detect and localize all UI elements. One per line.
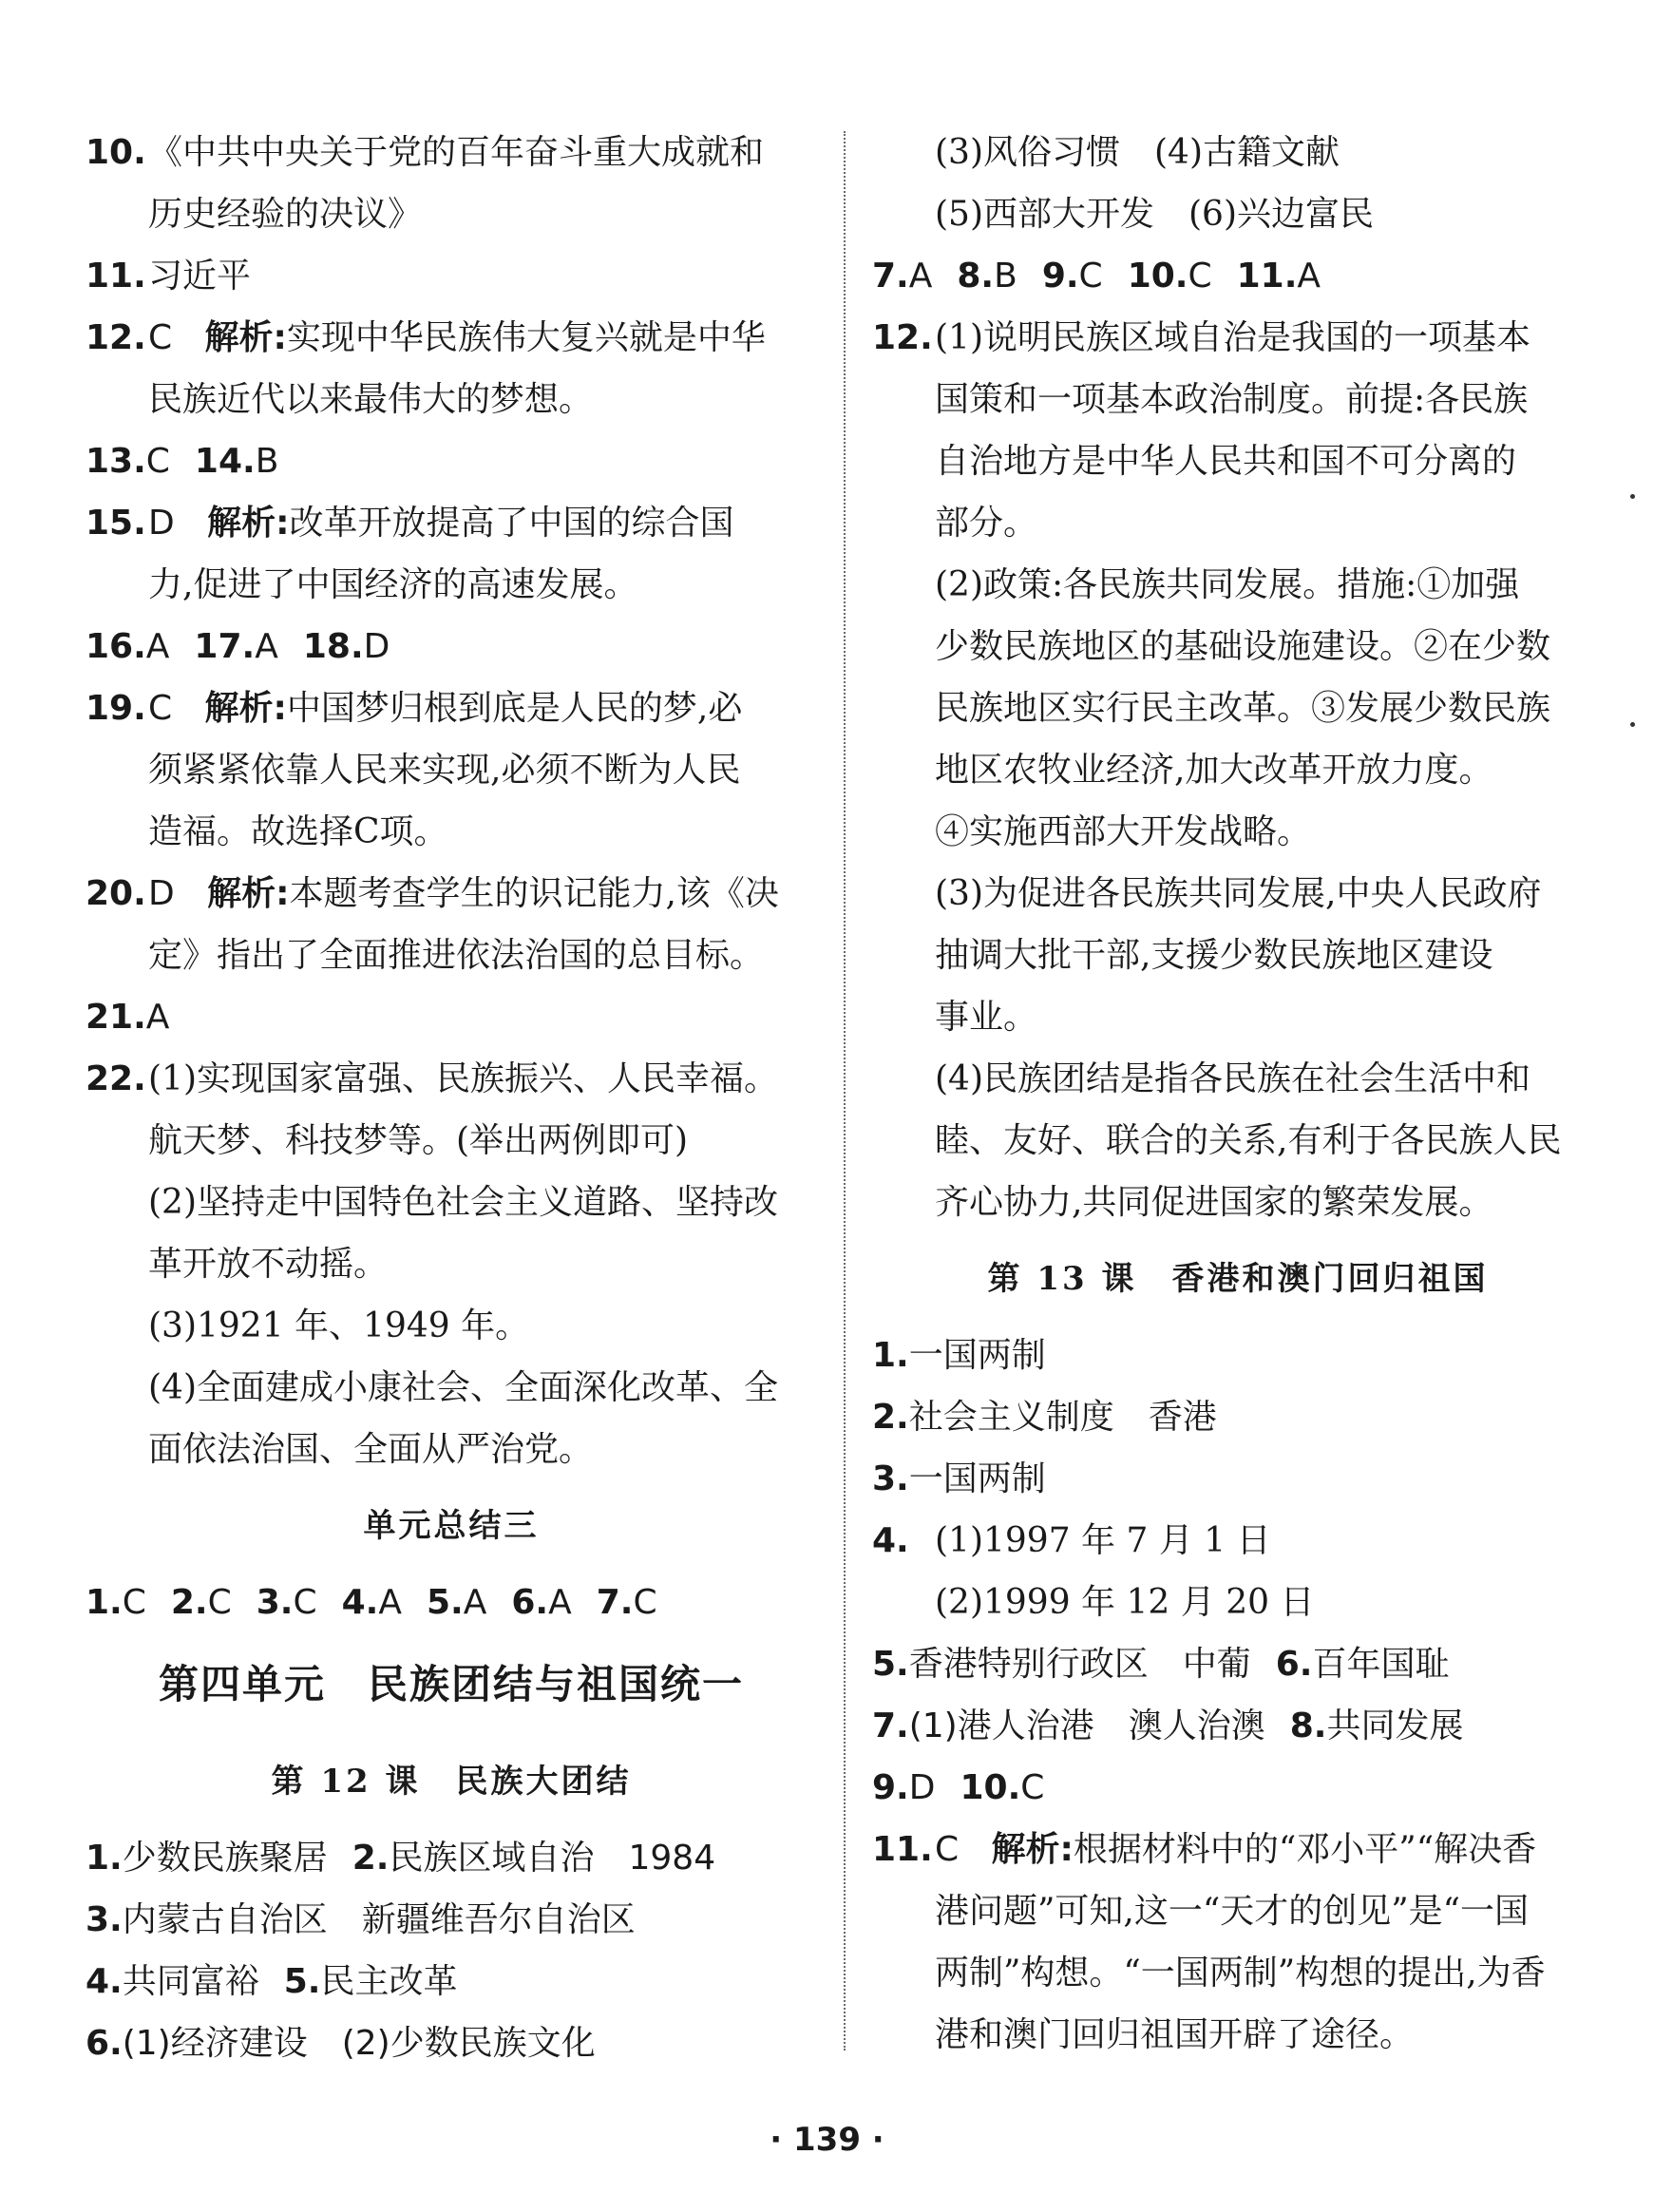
answer-item	[872, 1398, 1217, 1437]
answer-row	[872, 1695, 1604, 1757]
question-number: 13.	[86, 442, 146, 481]
question-number: 18.	[302, 627, 364, 666]
answer-line: 港问题”可知,这一“天才的创见”是“一国	[935, 1892, 1530, 1931]
answer-item	[257, 1583, 317, 1622]
answer-choice: C	[1188, 257, 1212, 296]
answer-item	[352, 1839, 715, 1878]
answer-item	[284, 1962, 458, 2001]
answer-choice: 内蒙古自治区 新疆维吾尔自治区	[122, 1900, 636, 1939]
question-number: 19.	[86, 689, 146, 728]
answer-choice: C	[293, 1583, 317, 1622]
answer-item	[1276, 1645, 1450, 1684]
answer-row	[872, 1757, 1604, 1819]
answer-line: 民族近代以来最伟大的梦想。	[148, 380, 594, 419]
answer-item	[86, 1962, 259, 2001]
answer-choice: A	[378, 1583, 402, 1622]
answer-entry	[872, 1819, 1604, 2066]
answer-choice: A	[908, 257, 933, 296]
answer-item	[957, 257, 1017, 296]
answer-line: (2)政策:各民族共同发展。措施:①加强	[935, 565, 1520, 604]
answer-entry	[86, 245, 817, 307]
answer-line: 齐心协力,共同促进国家的繁荣发展。	[935, 1183, 1493, 1222]
question-number: 6.	[1275, 1645, 1313, 1684]
answer-body	[86, 307, 817, 430]
question-number: 17.	[194, 627, 256, 666]
edge-mark	[1630, 494, 1635, 499]
answer-line: 《中共中央关于党的百年奋斗重大成就和	[148, 133, 765, 172]
answer-item	[1128, 257, 1212, 296]
answer-body	[872, 1819, 1604, 2066]
answer-item	[872, 1768, 935, 1807]
answer-entry	[86, 677, 817, 863]
answer-choice: C	[122, 1583, 146, 1622]
answer-line: (3)1921 年、1949 年。	[148, 1306, 530, 1345]
answer-choice: A	[255, 627, 278, 666]
edge-mark	[1630, 722, 1635, 727]
answer-line: C 解析:根据材料中的“邓小平”“解决香	[935, 1830, 1537, 1869]
question-number: 3.	[256, 1583, 294, 1622]
answer-choice: D	[908, 1768, 936, 1807]
analysis-label: 解析:	[207, 504, 290, 543]
lesson-heading: 第 13 课 香港和澳门回归祖国	[987, 1260, 1489, 1298]
answer-line: C 解析:实现中华民族伟大复兴就是中华	[148, 318, 766, 357]
answer-row	[872, 1325, 1604, 1386]
analysis-label: 解析:	[991, 1830, 1074, 1869]
answer-choice: D	[148, 874, 175, 913]
question-number: 8.	[957, 257, 995, 296]
answer-choice: A	[145, 627, 170, 666]
answer-line: 部分。	[935, 504, 1038, 543]
answer-line: 民族地区实行民主改革。③发展少数民族	[935, 689, 1551, 728]
answer-row	[86, 2012, 817, 2074]
answer-item	[1237, 257, 1321, 296]
answer-item	[86, 442, 170, 481]
answer-choice: B	[994, 257, 1017, 296]
answer-item	[960, 1768, 1044, 1807]
answer-entry	[872, 307, 1604, 1233]
answer-body	[86, 245, 817, 307]
answer-item	[86, 2024, 596, 2063]
answer-line: (5)西部大开发 (6)兴边富民	[935, 195, 1374, 234]
question-number: 16.	[86, 627, 146, 666]
answer-choice: C	[145, 442, 170, 481]
answer-item	[872, 257, 932, 296]
answer-row	[872, 1386, 1604, 1448]
answer-choice: C	[1078, 257, 1103, 296]
answer-body	[86, 863, 817, 986]
answer-choice: 共同富裕	[122, 1962, 259, 2001]
answer-choice: C	[1020, 1768, 1045, 1807]
answer-entry	[86, 863, 817, 986]
page-number: · 139 ·	[770, 2121, 884, 2159]
question-number: 4.	[86, 1962, 123, 2001]
question-number: 7.	[596, 1583, 634, 1622]
answer-choice: 百年国耻	[1312, 1645, 1450, 1684]
answer-row	[86, 616, 817, 677]
answer-item	[1290, 1707, 1464, 1745]
answer-row	[86, 1572, 817, 1633]
answer-body	[86, 492, 817, 616]
answer-item	[86, 627, 169, 666]
answer-entry	[872, 1510, 1604, 1633]
answer-line: (3)风俗习惯 (4)古籍文献	[935, 133, 1340, 172]
answer-line: 力,促进了中国经济的高速发展。	[148, 565, 638, 604]
answer-row	[872, 1448, 1604, 1510]
answer-line: 国策和一项基本政治制度。前提:各民族	[935, 380, 1529, 419]
question-number: 9.	[872, 1768, 909, 1807]
answer-row	[86, 1889, 817, 1951]
analysis-label: 解析:	[204, 689, 287, 728]
lesson-heading: 单元总结三	[363, 1507, 540, 1545]
answer-line: D 解析:改革开放提高了中国的综合国	[148, 504, 734, 543]
answer-row	[86, 1827, 817, 1889]
answer-choice: (1)港人治港 澳人治澳	[908, 1707, 1265, 1745]
answer-line: 两制”构想。“一国两制”构想的提出,为香	[935, 1954, 1546, 1993]
answer-choice: 民族区域自治 1984	[389, 1839, 716, 1878]
answer-line: C 解析:中国梦归根到底是人民的梦,必	[148, 689, 743, 728]
question-number: 21.	[86, 998, 146, 1037]
question-number: 4.	[872, 1521, 909, 1560]
question-number: 14.	[194, 442, 256, 481]
question-number: 5.	[872, 1645, 909, 1684]
answer-entry	[86, 307, 817, 430]
analysis-label: 解析:	[204, 318, 287, 357]
answer-item	[872, 1336, 1046, 1375]
question-number: 3.	[86, 1900, 123, 1939]
question-number: 1.	[872, 1336, 909, 1375]
answer-row	[86, 986, 817, 1048]
answer-line: 航天梦、科技梦等。(举出两例即可)	[148, 1121, 689, 1160]
question-number: 20.	[86, 874, 146, 913]
answer-item	[427, 1583, 486, 1622]
answer-choice: C	[148, 318, 173, 357]
answer-line: 少数民族地区的基础设施建设。②在少数	[935, 627, 1551, 666]
answer-entry	[86, 492, 817, 616]
answer-choice: A	[463, 1583, 487, 1622]
question-number: 12.	[86, 318, 146, 357]
answer-item	[195, 442, 278, 481]
question-number: 15.	[86, 504, 146, 543]
answer-choice: 社会主义制度 香港	[908, 1398, 1217, 1437]
answer-item	[171, 1583, 232, 1622]
question-number: 7.	[872, 1707, 909, 1745]
answer-choice: D	[363, 627, 390, 666]
right-column	[872, 122, 1604, 2066]
answer-item	[597, 1583, 657, 1622]
question-number: 11.	[872, 1830, 933, 1869]
question-number: 7.	[872, 257, 909, 296]
answer-body	[86, 677, 817, 863]
analysis-label: 解析:	[207, 874, 290, 913]
answer-choice: 香港特别行政区 中葡	[908, 1645, 1251, 1684]
answer-line: (1)实现国家富强、民族振兴、人民幸福。	[148, 1059, 778, 1098]
answer-choice: B	[255, 442, 279, 481]
question-number: 6.	[86, 2024, 123, 2063]
answer-line: 习近平	[148, 257, 252, 296]
question-number: 22.	[86, 1059, 146, 1098]
answer-choice: 共同发展	[1326, 1707, 1464, 1745]
answer-line: 睦、友好、联合的关系,有利于各民族人民	[935, 1121, 1562, 1160]
answer-choice: A	[145, 998, 170, 1037]
answer-choice: (1)经济建设 (2)少数民族文化	[122, 2024, 596, 2063]
question-number: 12.	[872, 318, 933, 357]
question-number: 9.	[1041, 257, 1079, 296]
answer-body	[872, 122, 1604, 245]
answer-line: ④实施西部大开发战略。	[935, 812, 1312, 851]
answer-line: 革开放不动摇。	[148, 1245, 389, 1284]
answer-row	[86, 1951, 817, 2012]
question-number: 8.	[1289, 1707, 1327, 1745]
answer-body	[86, 1048, 817, 1480]
question-number: 5.	[283, 1962, 321, 2001]
answer-item	[872, 1459, 1046, 1498]
answer-body	[872, 307, 1604, 1233]
left-column	[86, 122, 817, 2074]
answer-choice: C	[935, 1830, 960, 1869]
answer-choice: A	[1297, 257, 1321, 296]
answer-item	[872, 1645, 1251, 1684]
answer-line: (2)1999 年 12 月 20 日	[935, 1583, 1315, 1622]
answer-line: (4)民族团结是指各民族在社会生活中和	[935, 1059, 1530, 1098]
answer-item	[86, 1900, 636, 1939]
question-number: 2.	[872, 1398, 909, 1437]
question-number: 1.	[86, 1839, 123, 1878]
answer-line: (1)1997 年 7 月 1 日	[935, 1521, 1271, 1560]
answer-line: 抽调大批干部,支援少数民族地区建设	[935, 936, 1493, 975]
answer-choice: C	[148, 689, 173, 728]
answer-line: (4)全面建成小康社会、全面深化改革、全	[148, 1368, 778, 1407]
question-number: 11.	[86, 257, 146, 296]
answer-choice: 民主改革	[320, 1962, 458, 2001]
answer-line: 事业。	[935, 998, 1038, 1037]
question-number: 3.	[872, 1459, 909, 1498]
answer-choice: 一国两制	[908, 1459, 1046, 1498]
answer-item	[872, 1707, 1265, 1745]
answer-line: (3)为促进各民族共同发展,中央人民政府	[935, 874, 1542, 913]
answer-line: 定》指出了全面推进依法治国的总目标。	[148, 936, 765, 975]
answer-row	[86, 430, 817, 492]
answer-body	[86, 122, 817, 245]
answer-item	[511, 1583, 571, 1622]
answer-item	[342, 1583, 402, 1622]
question-number: 2.	[170, 1583, 208, 1622]
answer-line: 港和澳门回归祖国开辟了途径。	[935, 2015, 1415, 2054]
answer-line: 面依法治国、全面从严治党。	[148, 1430, 594, 1469]
answer-item	[86, 1839, 328, 1878]
answer-item	[303, 627, 390, 666]
answer-entry	[86, 1048, 817, 1480]
answer-choice: 少数民族聚居	[122, 1839, 328, 1878]
question-number: 2.	[352, 1839, 390, 1878]
question-number: 10.	[960, 1768, 1021, 1807]
answer-item	[86, 1583, 146, 1622]
answer-row	[872, 1633, 1604, 1695]
answer-line: D 解析:本题考查学生的识记能力,该《决	[148, 874, 779, 913]
answer-line: 须紧紧依靠人民来实现,必须不断为人民	[148, 751, 741, 790]
answer-body	[872, 1510, 1604, 1633]
question-number: 1.	[86, 1583, 123, 1622]
answer-line: (2)坚持走中国特色社会主义道路、坚持改	[148, 1183, 778, 1222]
answer-choice: C	[207, 1583, 232, 1622]
answer-choice: D	[148, 504, 175, 543]
answer-line: 自治地方是中华人民共和国不可分离的	[935, 442, 1517, 481]
question-number: 10.	[86, 133, 146, 172]
answer-line: 历史经验的决议》	[148, 195, 423, 234]
unit-heading: 第四单元 民族团结与祖国统一	[158, 1661, 744, 1707]
question-number: 11.	[1236, 257, 1298, 296]
answer-row	[872, 245, 1604, 307]
question-number: 6.	[511, 1583, 549, 1622]
column-divider	[844, 131, 846, 2050]
answer-item	[86, 998, 169, 1037]
answer-choice: A	[548, 1583, 572, 1622]
answer-item	[194, 627, 277, 666]
question-number: 5.	[427, 1583, 464, 1622]
answer-choice: 一国两制	[908, 1336, 1046, 1375]
answer-entry	[86, 122, 817, 245]
answer-line: (1)说明民族区域自治是我国的一项基本	[935, 318, 1530, 357]
answer-item	[1042, 257, 1103, 296]
answer-line: 地区农牧业经济,加大改革开放力度。	[935, 751, 1493, 790]
question-number: 10.	[1127, 257, 1188, 296]
answer-line: 造福。故选择C项。	[148, 812, 448, 851]
answer-choice: C	[633, 1583, 657, 1622]
question-number: 4.	[341, 1583, 379, 1622]
lesson-heading: 第 12 课 民族大团结	[271, 1763, 632, 1801]
